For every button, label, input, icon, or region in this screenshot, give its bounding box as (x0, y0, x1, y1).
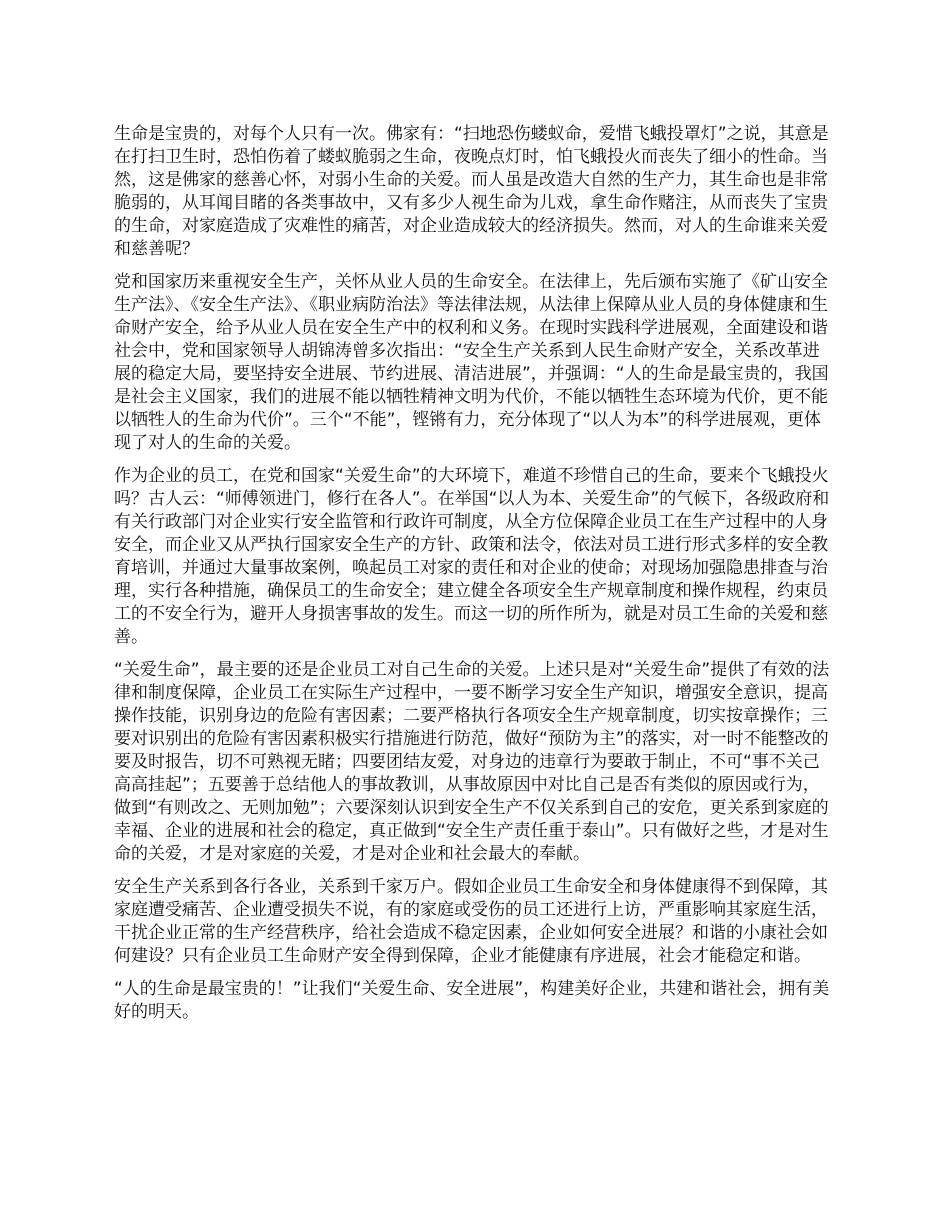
article-body (114, 123, 834, 1034)
paragraph: 作为企业的员工，在党和国家“关爱生命”的大环境下，难道不珍惜自己的生命，要来个飞蛾投火吗？古人云：“师傅领进门，修行在各人”。在举国“以人为本、关爱生命”的气候下，各级政府和有关行政部门对企业实行安全监管和行政许可制度，从全方位保障企业员工在生产过程中的人身安全，而企业又从严执行国家安全生产的方针、政策和法令，依法对员工进行形式多样的安全教育培训，并通过大量事故案例，唤起员工对家的责任和对企业的使命；对现场加强隐患排查与治理，实行各种措施，确保员工的生命安全；建立健全各项安全生产规章制度和操作规程，约束员工的不安全行为，避开人身损害事故的发生。而这一切的所作所为，就是对员工生命的关爱和慈善。 (114, 466, 830, 647)
paragraph: 党和国家历来重视安全生产，关怀从业人员的生命安全。在法律上，先后颁布实施了《矿山安全生产法》、《安全生产法》、《职业病防治法》等法律法规，从法律上保障从业人员的身体健康和生命财产安全，给予从业人员在安全生产中的权利和义务。在现时实践科学进展观，全面建设和谐社会中，党和国家领导人胡锦涛曾多次指出：“安全生产关系到人民生命财产安全，关系改革进展的稳定大局，要坚持安全进展、节约进展、清洁进展”，并强调：“人的生命是最宝贵的，我国是社会主义国家，我们的进展不能以牺牲精神文明为代价，不能以牺牲生态环境为代价，更不能以牺牲人的生命为代价”。三个“不能”，铿锵有力，充分体现了“以人为本”的科学进展观，更体现了对人的生命的关爱。 (114, 272, 829, 453)
paragraph: 安全生产关系到各行各业，关系到千家万户。假如企业员工生命安全和身体健康得不到保障，其家庭遭受痛苦、企业遭受损失不说，有的家庭或受伤的员工还进行上访，严重影响其家庭生活，干扰企业正常的生产经营秩序，给社会造成不稳定因素，企业如何安全进展？和谐的小康社会如何建设？只有企业员工生命财产安全得到保障，企业才能健康有序进展，社会才能稳定和谐。 (114, 877, 828, 966)
paragraph: “人的生命是最宝贵的！”让我们“关爱生命、安全进展”，构建美好企业，共建和谐社会，拥有美好的明天。 (114, 979, 830, 1022)
paragraph: 生命是宝贵的，对每个人只有一次。佛家有：“扫地恐伤蝼蚁命，爱惜飞蛾投罩灯”之说，其意是在打扫卫生时，恐怕伤着了蝼蚁脆弱之生命，夜晚点灯时，怕飞蛾投火而丧失了细小的性命。当然，这是佛家的慈善心怀，对弱小生命的关爱。而人虽是改造大自然的生产力，其生命也是非常脆弱的，从耳闻目睹的各类事故中，又有多少人视生命为儿戏，拿生命作赌注，从而丧失了宝贵的生命，对家庭造成了灾难性的痛苦，对企业造成较大的经济损失。然而，对人的生命谁来关爱和慈善呢？ (114, 124, 829, 259)
paragraph: “关爱生命”，最主要的还是企业员工对自己生命的关爱。上述只是对“关爱生命”提供了有效的法律和制度保障，企业员工在实际生产过程中，一要不断学习安全生产知识，增强安全意识，提高操作技能，识别身边的危险有害因素；二要严格执行各项安全生产规章制度，切实按章操作；三要对识别出的危险有害因素积极实行措施进行防范，做好“预防为主”的落实，对一时不能整改的要及时报告，切不可熟视无睹；四要团结友爱，对身边的违章行为要敢于制止，不可“事不关己高高挂起”；五要善于总结他人的事故教训，从事故原因中对比自己是否有类似的原因或行为，做到“有则改之、无则加勉”；六要深刻认识到安全生产不仅关系到自己的安危，更关系到家庭的幸福、企业的进展和社会的稳定，真正做到“安全生产责任重于泰山”。只有做好之些，才是对生命的关爱，才是对家庭的关爱，才是对企业和社会最大的奉献。 (114, 660, 830, 864)
